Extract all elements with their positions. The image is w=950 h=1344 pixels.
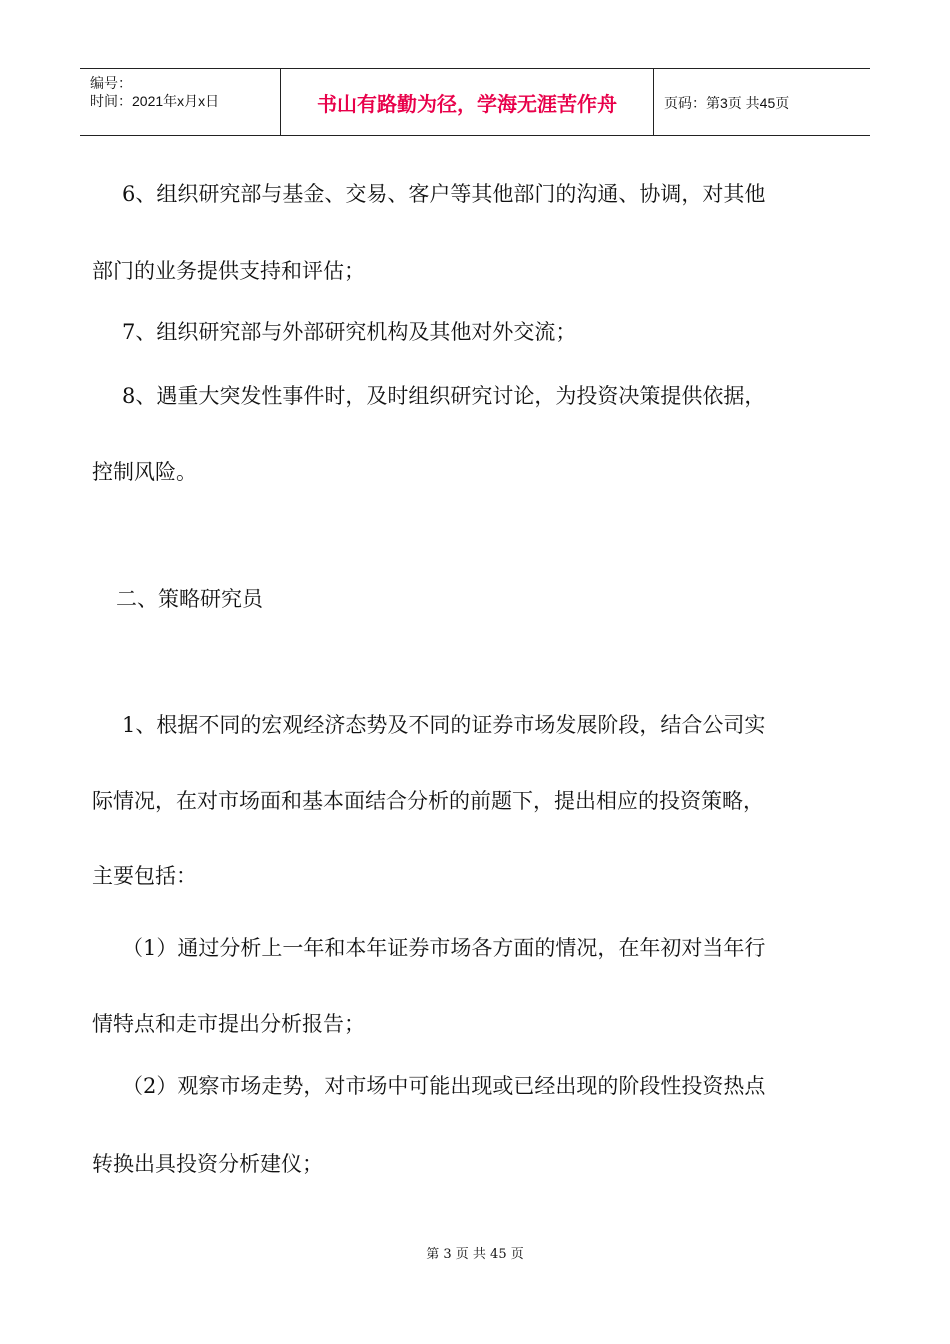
body-line: （1）通过分析上一年和本年证券市场各方面的情况，在年初对当年行: [122, 936, 766, 960]
body-line: 1、根据不同的宏观经济态势及不同的证券市场发展阶段，结合公司实: [122, 713, 766, 737]
serial-number-label: 编号：: [90, 75, 132, 91]
body-line: 主要包括：: [92, 864, 197, 888]
header-page-cell: [654, 69, 870, 135]
time-label: 时间：2021年x月x日: [90, 93, 220, 109]
body-line: 8、遇重大突发性事件时，及时组织研究讨论，为投资决策提供依据，: [122, 384, 766, 408]
page-header: [80, 68, 870, 136]
body-line: 部门的业务提供支持和评估；: [92, 259, 365, 283]
header-motto-cell: [281, 69, 654, 135]
header-meta-cell: [80, 69, 281, 135]
body-line: 6、组织研究部与基金、交易、客户等其他部门的沟通、协调，对其他: [122, 182, 766, 206]
body-line: 7、组织研究部与外部研究机构及其他对外交流；: [122, 320, 577, 344]
body-line: （2）观察市场走势，对市场中可能出现或已经出现的阶段性投资热点: [122, 1074, 766, 1098]
body-line: 际情况，在对市场面和基本面结合分析的前题下，提出相应的投资策略，: [92, 789, 764, 813]
section-heading: 二、策略研究员: [116, 587, 263, 611]
body-line: 控制风险。: [92, 460, 197, 484]
header-motto: 书山有路勤为径，学海无涯苦作舟: [317, 92, 617, 116]
body-line: 情特点和走市提出分析报告；: [92, 1012, 365, 1036]
body-line: 转换出具投资分析建仪；: [92, 1152, 323, 1176]
page-footer: 第 3 页 共 45 页: [426, 1247, 524, 1262]
header-page-info: 页码：第3页 共45页: [664, 95, 790, 111]
